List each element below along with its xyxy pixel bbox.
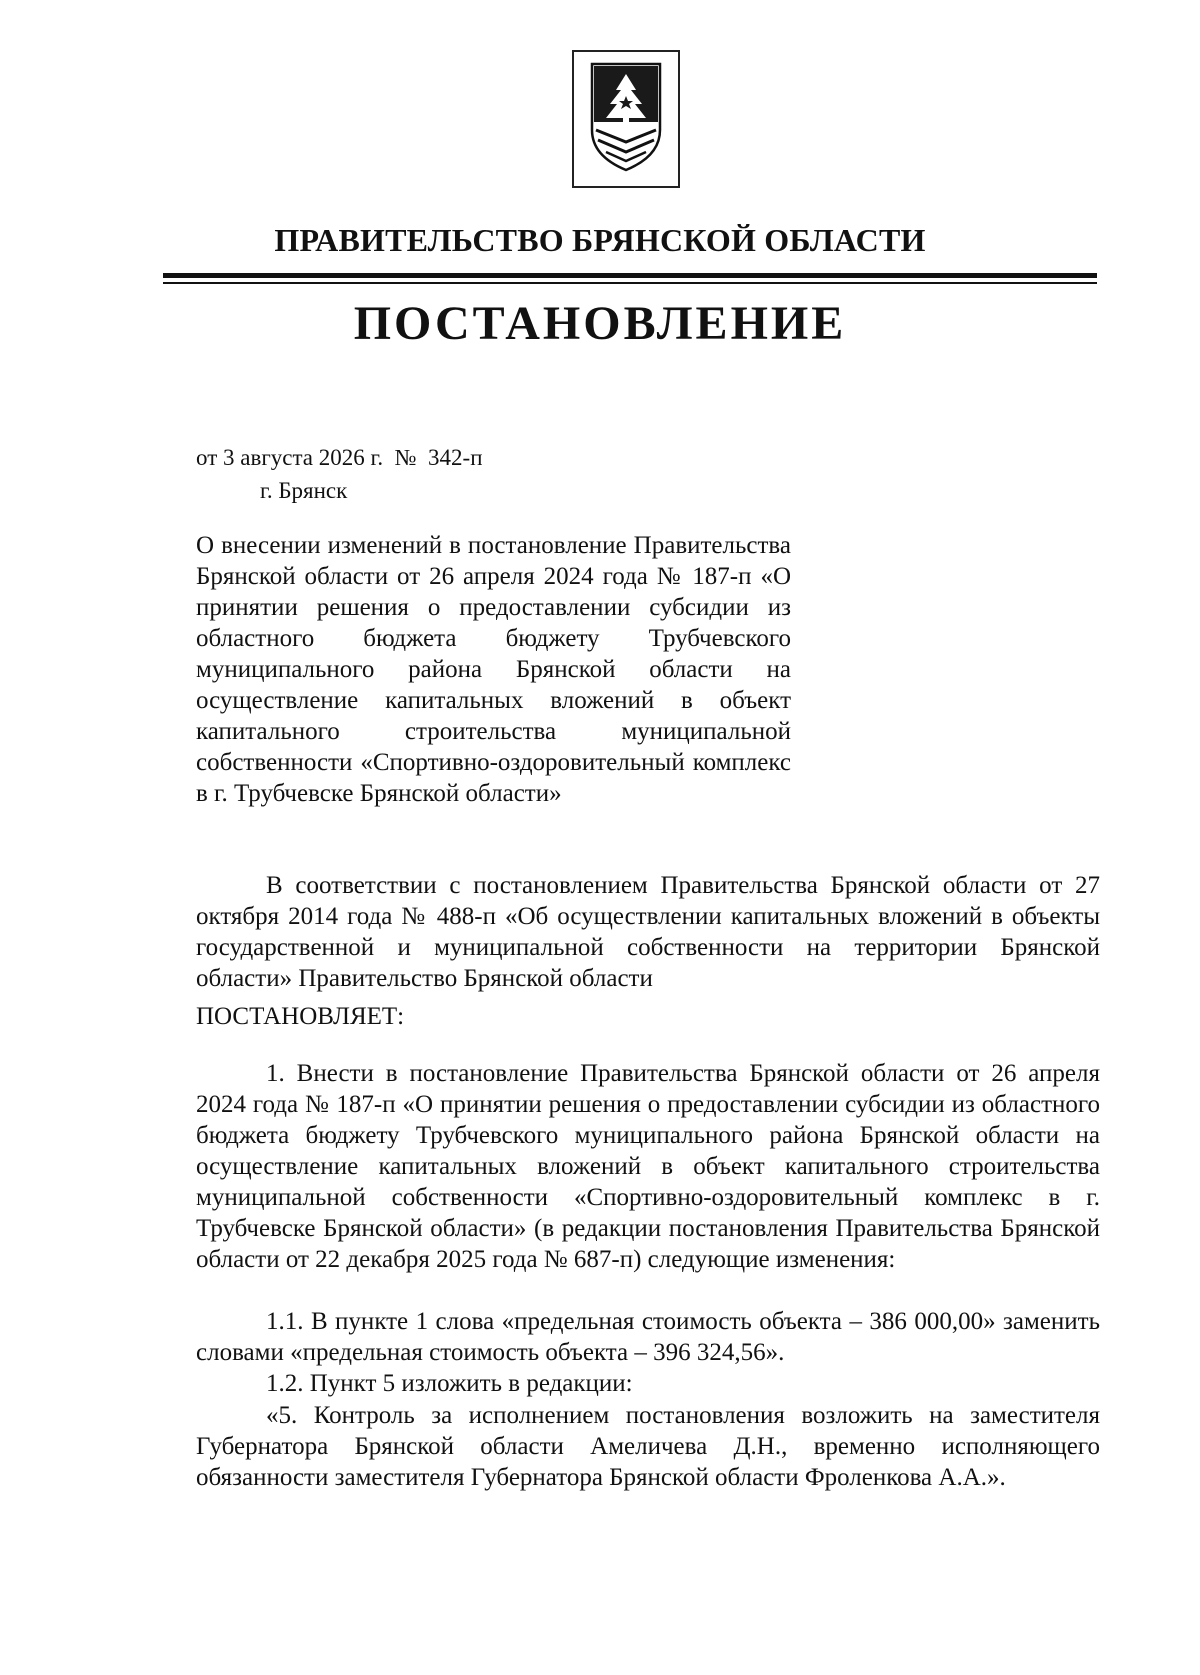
government-name: ПРАВИТЕЛЬСТВО БРЯНСКОЙ ОБЛАСТИ: [274, 222, 926, 258]
preamble-paragraph: В соответствии с постановлением Правительства Брянской области от 27 октября 2014 года № 488-п «Об осуществлении капитальных вложений в объекты государственной и муниципальной собственности на территории Брянской области» Правительство Брянской области: [196, 872, 1100, 992]
document-subject: О внесении изменений в постановление Правительства Брянской области от 26 апреля 2024 года № 187-п «О принятии решения о предоставлении субсидии из областного бюджета бюджету Трубчевского муниципального района Брянской области на осуществление капитальных вложений в объект капитального строительства муниципальной собственности «Спортивно-оздоровительный комплекс в г. Трубчевске Брянской области»: [196, 532, 791, 807]
clause-1-1: 1.1. В пункте 1 слова «предельная стоимость объекта – 386 000,00» заменить словами «предельная стоимость объекта – 396 324,56».: [196, 1308, 1100, 1366]
document-date-number: от 3 августа 2026 г. № 342-п: [196, 445, 483, 470]
bryansk-coat-of-arms-icon: [572, 50, 680, 188]
document-type-title: ПОСТАНОВЛЕНИЕ: [353, 297, 847, 350]
header-rule-thin: [163, 282, 1097, 284]
clause-1-2: 1.2. Пункт 5 изложить в редакции:: [266, 1370, 633, 1397]
header-rule-thick: [163, 273, 1097, 278]
decree-word: ПОСТАНОВЛЯЕТ:: [196, 1003, 405, 1030]
clause-1: 1. Внести в постановление Правительства Брянской области от 26 апреля 2024 года № 187-п «О принятии решения о предоставлении субсидии из областного бюджета бюджету Трубчевского муниципального района Брянской области на осуществление капитальных вложений в объект капитального строительства муниципальной собственности «Спортивно-оздоровительный комплекс в г. Трубчевске Брянской области» (в редакции постановления Правительства Брянской области от 22 декабря 2025 года № 687-п) следующие изменения:: [196, 1060, 1100, 1273]
clause-1-2-quote: «5. Контроль за исполнением постановления возложить на заместителя Губернатора Брянской области Амеличева Д.Н., временно исполняющего обязанности заместителя Губернатора Брянской области Фроленкова А.А.».: [196, 1402, 1100, 1491]
document-city: г. Брянск: [260, 478, 348, 503]
